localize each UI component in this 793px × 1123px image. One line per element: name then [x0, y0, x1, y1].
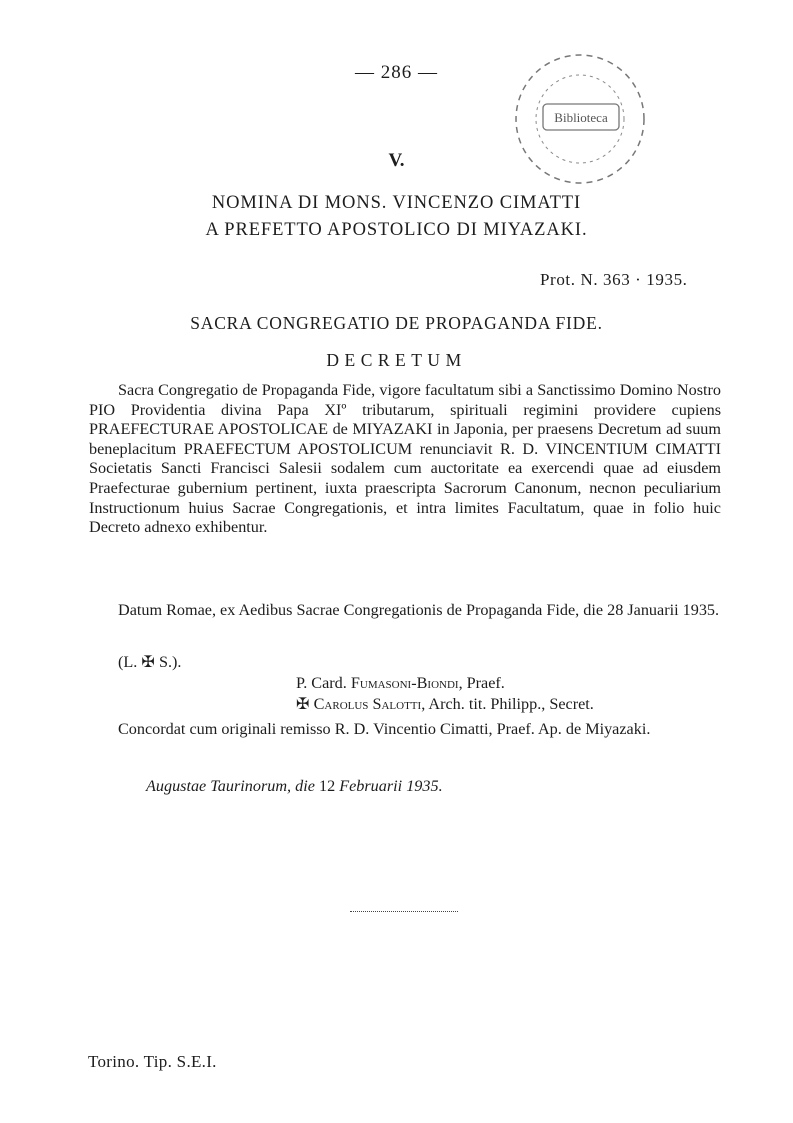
signature-secretary-prefix: ✠	[296, 695, 314, 713]
signature-prefect-suffix: , Praef.	[458, 674, 505, 692]
decree-datum: Datum Romae, ex Aedibus Sacrae Congregationis de Propaganda Fide, die 28 Januarii 1935.	[118, 601, 720, 619]
issuing-congregation: SACRA CONGREGATIO DE PROPAGANDA FIDE.	[190, 313, 603, 333]
stamp-label: Biblioteca	[554, 110, 608, 125]
place-text-2: Februarii 1935.	[335, 777, 443, 795]
signature-prefect-name: Fumasoni-Biondi	[350, 674, 459, 692]
section-divider	[350, 911, 458, 912]
place-and-date	[146, 777, 443, 796]
signature-secretary-name: Carolus Salotti	[313, 695, 422, 713]
date-day: 12	[318, 777, 336, 795]
protocol-number: Prot. N. 363 · 1935.	[540, 270, 688, 289]
printer-imprint: Torino. Tip. S.E.I.	[88, 1052, 217, 1071]
decree-heading: DECRETUM	[326, 350, 467, 370]
document-title-line-2: A PREFETTO APOSTOLICO DI MIYAZAKI.	[205, 220, 588, 240]
document-title-line-1: NOMINA DI MONS. VINCENZO CIMATTI	[211, 193, 582, 213]
concordat-note: Concordat cum originali remisso R. D. Vincentio Cimatti, Praef. Ap. de Miyazaki.	[118, 720, 651, 738]
signature-prefect-prefix: P. Card.	[296, 674, 351, 692]
library-stamp	[505, 46, 655, 196]
section-numeral: V.	[388, 150, 405, 171]
page-number: — 286 —	[355, 62, 438, 83]
place-text: Augustae Taurinorum, die	[146, 777, 319, 795]
signature-secretary	[296, 694, 594, 714]
seal-mark: (L. ✠ S.).	[118, 653, 182, 671]
decree-body: Sacra Congregatio de Propaganda Fide, vigore facultatum sibi a Sanctissimo Domino Nostro PIO Providentia divina Papa XIº tributarum, spirituali regimini providere cupiens PRAEFECTURAE APOSTOLICAE de MIYAZAKI in Japonia, per praesens Decretum ad suum beneplacitum PRAEFECTUM APOSTOLICUM renunciavit R. D. VINCENTIUM CIMATTI Societatis Sancti Francisci Salesii sodalem cum auctoritate ea exercendi quae ad eiusdem Praefecturae gubernium pertinent, iuxta praescripta Sacrorum Canonum, necnon peculiarium Instructionum huius Sacrae Congregationis, et intra limites Facultatum, quae in folio huic Decreto adnexo exhibentur.	[89, 381, 721, 537]
signature-prefect	[296, 674, 505, 693]
signature-secretary-suffix: , Arch. tit. Philipp., Secret.	[421, 695, 594, 713]
